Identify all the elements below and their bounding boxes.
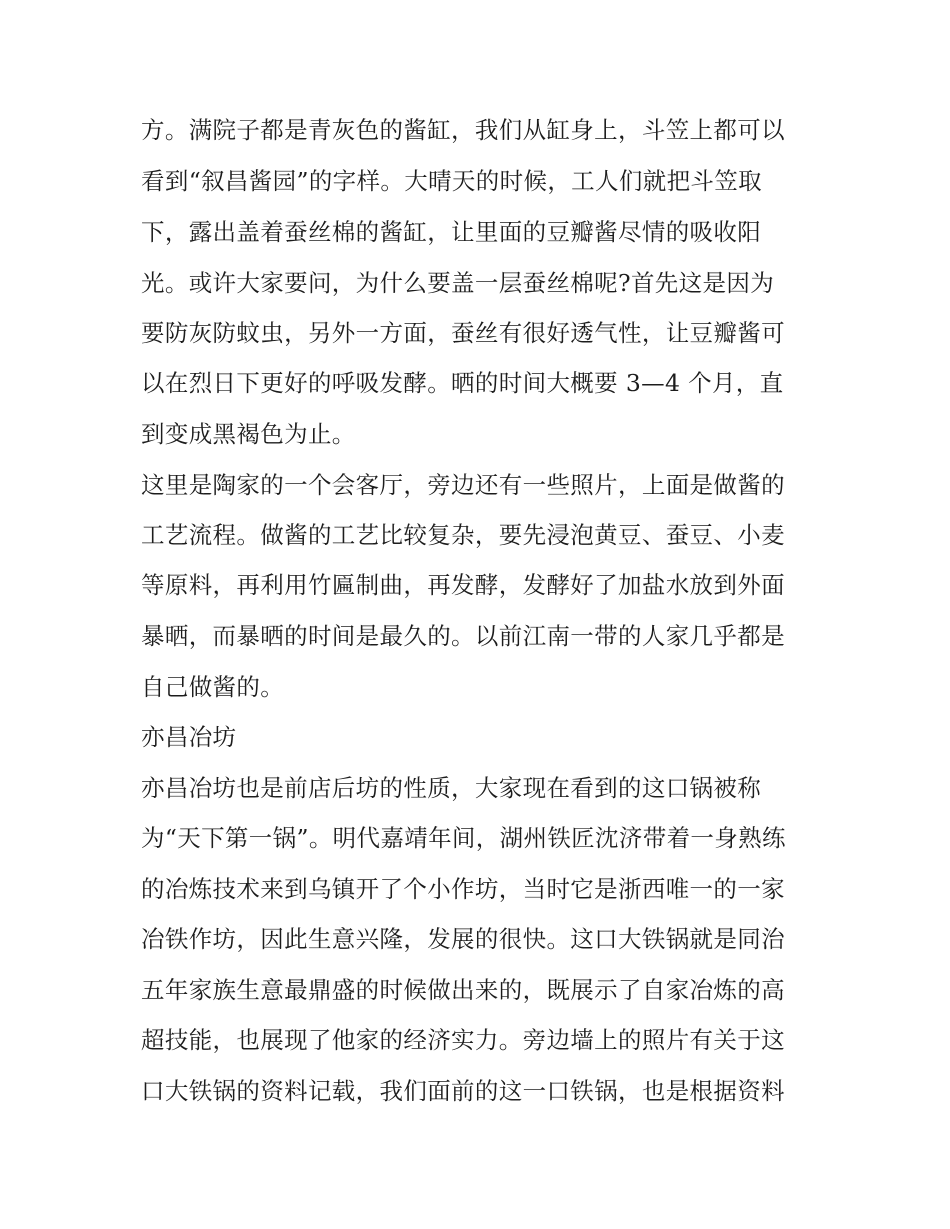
text-line: 冶铁作坊，因此生意兴隆，发展的很快。这口大铁锅就是同治 bbox=[141, 925, 785, 953]
text-line: 口大铁锅的资料记载，我们面前的这一口铁锅，也是根据资料 bbox=[141, 1077, 785, 1105]
text-line: 亦昌冶坊也是前店后坊的性质，大家现在看到的这口锅被称 bbox=[141, 774, 762, 802]
text-line: 五年家族生意最鼎盛的时候做出来的，既展示了自家冶炼的高 bbox=[141, 976, 785, 1004]
text-line: 等原料，再利用竹匾制曲，再发酵，发酵好了加盐水放到外面 bbox=[141, 571, 785, 599]
text-line: 这里是陶家的一个会客厅，旁边还有一些照片，上面是做酱的 bbox=[141, 471, 785, 499]
text-line: 到变成黑褐色为止。 bbox=[141, 420, 356, 448]
text-line: 以在烈日下更好的呼吸发酵。晒的时间大概要 3—4 个月，直 bbox=[141, 369, 784, 397]
text-line: 超技能，也展现了他家的经济实力。旁边墙上的照片有关于这 bbox=[141, 1026, 785, 1054]
section-heading: 亦昌冶坊 bbox=[141, 723, 237, 751]
text-line: 工艺流程。做酱的工艺比较复杂，要先浸泡黄豆、蚕豆、小麦 bbox=[141, 521, 785, 549]
text-line: 自己做酱的。 bbox=[141, 673, 285, 701]
text-line: 暴晒，而暴晒的时间是最久的。以前江南一带的人家几乎都是 bbox=[141, 622, 785, 650]
text-line: 的冶炼技术来到乌镇开了个小作坊，当时它是浙西唯一的一家 bbox=[141, 875, 785, 903]
text-line: 下，露出盖着蚕丝棉的酱缸，让里面的豆瓣酱尽情的吸收阳 bbox=[141, 218, 762, 246]
text-line: 看到“叙昌酱园”的字样。大晴天的时候，工人们就把斗笠取 bbox=[141, 167, 762, 195]
text-line: 为“天下第一锅”。明代嘉靖年间，湖州铁匠沈济带着一身熟练 bbox=[141, 824, 786, 852]
text-line: 要防灰防蚊虫，另外一方面，蚕丝有很好透气性，让豆瓣酱可 bbox=[141, 319, 785, 347]
text-line: 光。或许大家要问，为什么要盖一层蚕丝棉呢?首先这是因为 bbox=[141, 269, 775, 297]
text-line: 方。满院子都是青灰色的酱缸，我们从缸身上，斗笠上都可以 bbox=[141, 116, 785, 144]
